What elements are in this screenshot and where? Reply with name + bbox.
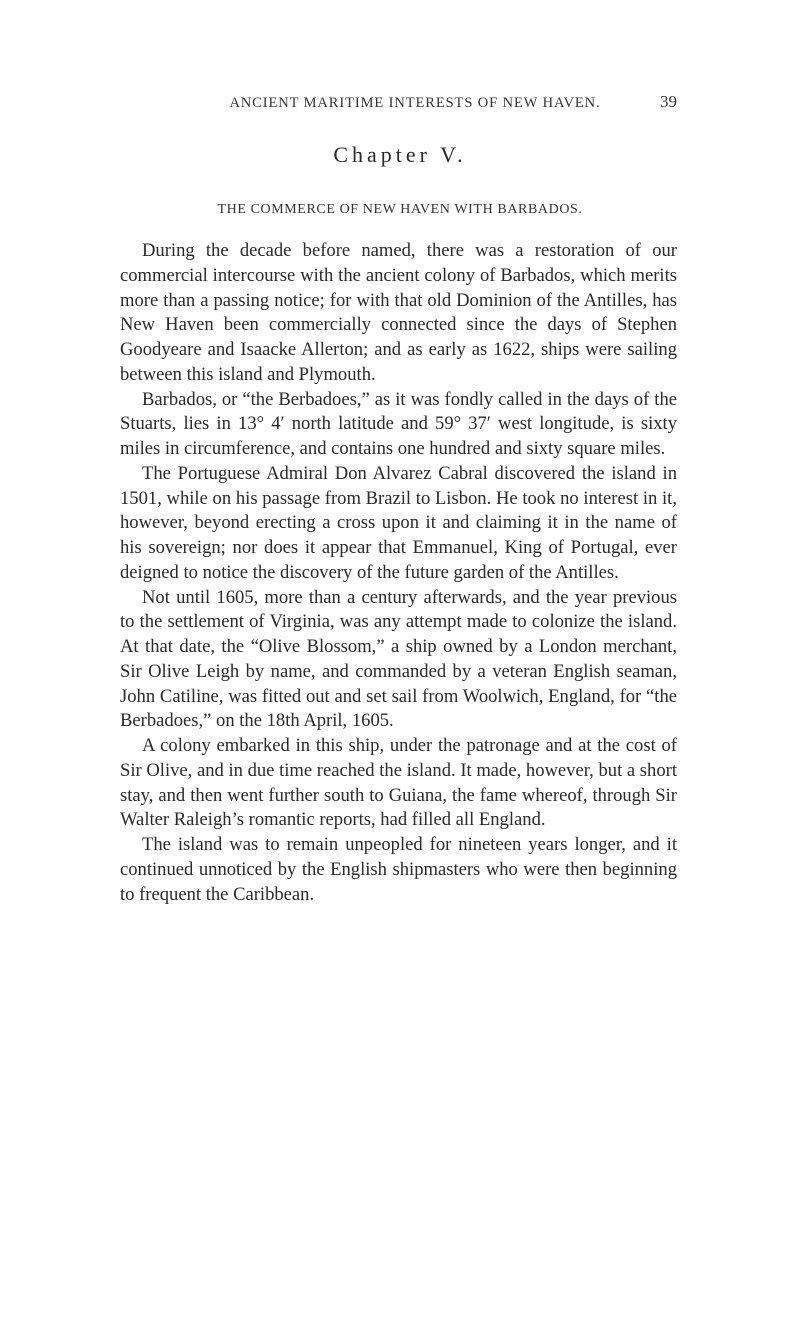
paragraph: A colony embarked in this ship, under the patronage and at the cost of Sir Olive, and in due time reached the island. It made, however, but a short stay, and then went further south to Guiana, the fame whereof, through Sir Walter Raleigh’s romantic reports, had filled all England. xyxy=(120,735,677,831)
paragraph: Not until 1605, more than a century afterwards, and the year previous to the settlement of Virginia, was any attempt made to colonize the island. At that date, the “Olive Blossom,” a ship owned by a London merchant, Sir Olive Leigh by name, and commanded by a veteran English seaman, John Catiline, was fitted out and set sail from Woolwich, England, for “the Berbadoes,” on the 18th April, 1605. xyxy=(120,586,677,732)
paragraph: The island was to remain unpeopled for nineteen years longer, and it continued unnoticed by the English shipmasters who were then beginning to frequent the Caribbean. xyxy=(120,834,677,905)
paragraph: Barbados, or “the Berbadoes,” as it was fondly called in the days of the Stuarts, lies in 13° 4′ north latitude and 59° 37′ west longitude, is sixty miles in circumference, and contains one hundred and sixty square miles. xyxy=(120,388,677,459)
body-text xyxy=(120,239,677,907)
page-number: 39 xyxy=(660,92,677,111)
running-head: ANCIENT MARITIME INTERESTS OF NEW HAVEN. xyxy=(229,95,601,111)
chapter-heading: Chapter V. xyxy=(333,142,467,167)
paragraph: The Portuguese Admiral Don Alvarez Cabral discovered the island in 1501, while on his passage from Brazil to Lisbon. He took no interest in it, however, beyond erecting a cross upon it and claiming it in the name of his sovereign; nor does it appear that Emmanuel, King of Portugal, ever deigned to notice the discovery of the future garden of the Antilles. xyxy=(120,462,677,583)
paragraph: During the decade before named, there was a restoration of our commercial intercourse with the ancient colony of Barbados, which merits more than a passing notice; for with that old Dominion of the Antilles, has New Haven been commercially connected since the days of Stephen Goodyeare and Isaacke Allerton; and as early as 1622, ships were sailing between this island and Plymouth. xyxy=(120,240,677,385)
section-title: THE COMMERCE OF NEW HAVEN WITH BARBADOS. xyxy=(217,202,583,217)
